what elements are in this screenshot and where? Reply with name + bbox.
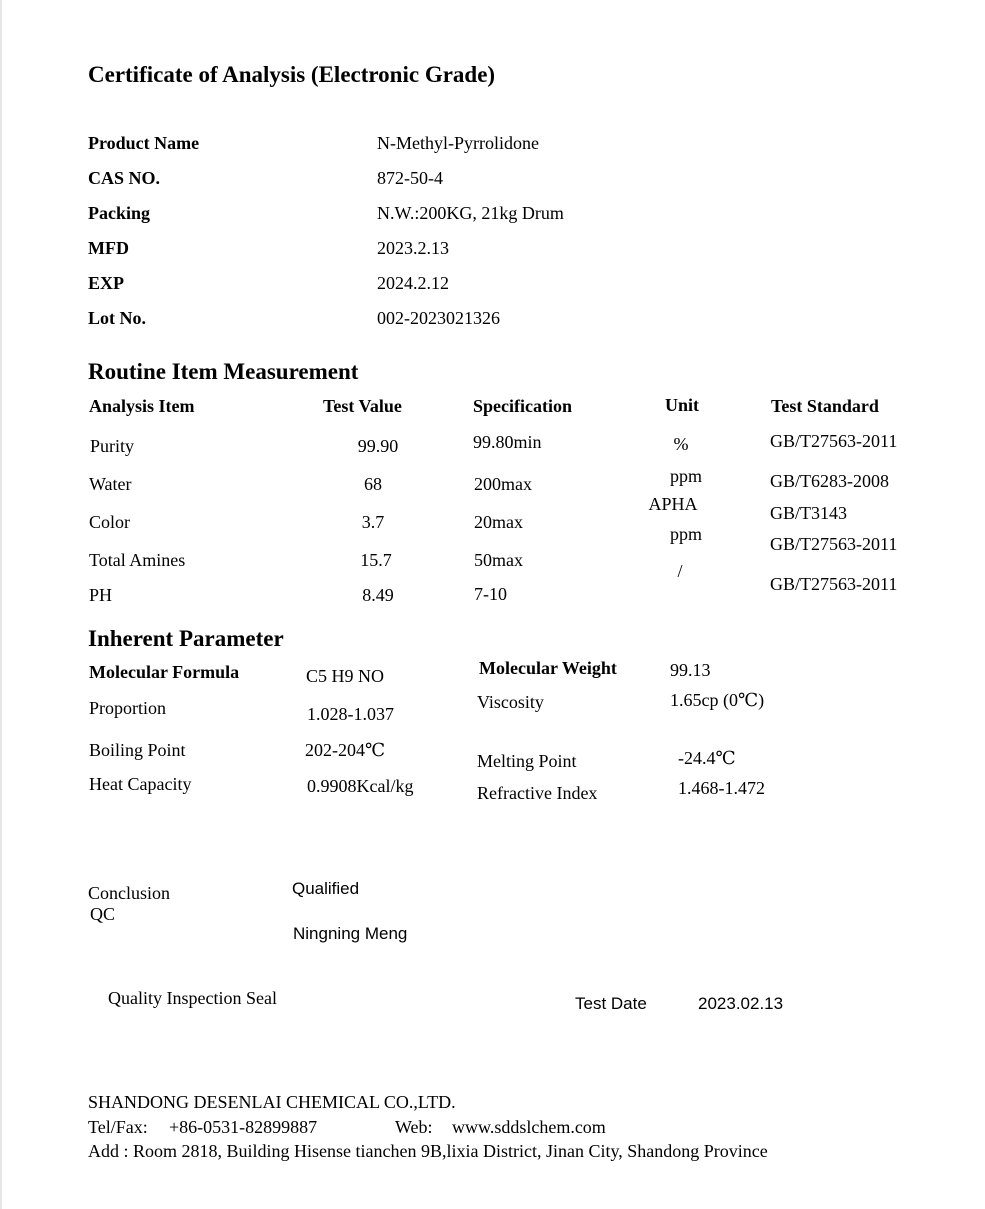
col-header-unit: Unit <box>665 395 700 415</box>
col-header-test-standard: Test Standard <box>771 396 879 416</box>
col-header-analysis-item: Analysis Item <box>89 396 195 416</box>
company-name: SHANDONG DESENLAI CHEMICAL CO.,LTD. <box>88 1092 456 1112</box>
value-color: 3.7 <box>361 512 385 532</box>
web-value: www.sddslchem.com <box>452 1117 606 1137</box>
value-proportion: 1.028-1.037 <box>307 704 394 724</box>
value-heat-capacity: 0.9908Kcal/kg <box>307 776 414 796</box>
conclusion-label: Conclusion <box>88 883 171 903</box>
product-name-value: N-Methyl-Pyrrolidone <box>377 133 539 153</box>
routine-heading: Routine Item Measurement <box>88 359 359 384</box>
value-water: 68 <box>364 474 382 494</box>
qc-label: QC <box>90 904 116 924</box>
conclusion-value: Qualified <box>292 879 360 898</box>
lot-label: Lot No. <box>88 308 146 328</box>
cas-label: CAS NO. <box>88 168 161 188</box>
col-header-specification: Specification <box>473 396 572 416</box>
label-heat-capacity: Heat Capacity <box>89 774 192 794</box>
packing-value: N.W.:200KG, 21kg Drum <box>377 203 564 223</box>
value-total-amines: 15.7 <box>360 550 392 570</box>
standard-purity: GB/T27563-2011 <box>770 431 898 451</box>
spec-water: 200max <box>474 474 532 494</box>
unit-total-amines: ppm <box>669 524 703 544</box>
value-purity: 99.90 <box>357 436 399 456</box>
value-boiling-point: 202-204℃ <box>305 740 386 760</box>
exp-value: 2024.2.12 <box>377 273 449 293</box>
spec-ph: 7-10 <box>474 584 507 604</box>
unit-water: ppm <box>669 466 703 486</box>
lot-value: 002-2023021326 <box>377 308 500 328</box>
unit-color: APHA <box>648 494 698 514</box>
label-viscosity: Viscosity <box>477 692 544 712</box>
value-ph: 8.49 <box>362 585 394 605</box>
standard-total-amines: GB/T27563-2011 <box>770 534 898 554</box>
unit-ph: / <box>677 561 683 581</box>
label-proportion: Proportion <box>89 698 167 718</box>
mfd-label: MFD <box>88 238 129 258</box>
web-label: Web: <box>395 1117 433 1137</box>
spec-color: 20max <box>474 512 523 532</box>
unit-purity: % <box>673 434 689 454</box>
item-color: Color <box>89 512 131 532</box>
quality-seal-label: Quality Inspection Seal <box>108 988 277 1008</box>
label-melting-point: Melting Point <box>477 751 577 771</box>
value-melting-point: -24.4℃ <box>678 748 736 768</box>
cas-value: 872-50-4 <box>377 168 443 188</box>
value-refractive-index: 1.468-1.472 <box>678 778 765 798</box>
standard-water: GB/T6283-2008 <box>770 471 889 491</box>
item-ph: PH <box>89 585 113 605</box>
page-edge <box>0 0 2 1209</box>
standard-ph: GB/T27563-2011 <box>770 574 898 594</box>
address: Add : Room 2818, Building Hisense tianchen 9B,lixia District, Jinan City, Shandong Province <box>88 1141 768 1161</box>
mfd-value: 2023.2.13 <box>377 238 449 258</box>
tel-label: Tel/Fax: <box>88 1117 148 1137</box>
qc-value: Ningning Meng <box>293 924 408 943</box>
test-date-label: Test Date <box>575 994 647 1013</box>
item-total-amines: Total Amines <box>89 550 186 570</box>
spec-total-amines: 50max <box>474 550 523 570</box>
test-date-value: 2023.02.13 <box>698 994 784 1013</box>
label-molecular-weight: Molecular Weight <box>479 658 617 678</box>
packing-label: Packing <box>88 203 151 223</box>
label-refractive-index: Refractive Index <box>477 783 598 803</box>
page-title: Certificate of Analysis (Electronic Grade) <box>88 62 496 87</box>
value-molecular-weight: 99.13 <box>670 660 711 680</box>
spec-purity: 99.80min <box>473 432 542 452</box>
label-molecular-formula: Molecular Formula <box>89 662 240 682</box>
item-water: Water <box>89 474 132 494</box>
label-boiling-point: Boiling Point <box>89 740 186 760</box>
tel-value: +86-0531-82899887 <box>169 1117 318 1137</box>
standard-color: GB/T3143 <box>770 503 848 523</box>
product-name-label: Product Name <box>88 133 200 153</box>
exp-label: EXP <box>88 273 124 293</box>
inherent-heading: Inherent Parameter <box>88 626 284 651</box>
item-purity: Purity <box>90 436 135 456</box>
value-molecular-formula: C5 H9 NO <box>306 666 385 686</box>
col-header-test-value: Test Value <box>323 396 402 416</box>
value-viscosity: 1.65cp (0℃) <box>670 690 765 710</box>
